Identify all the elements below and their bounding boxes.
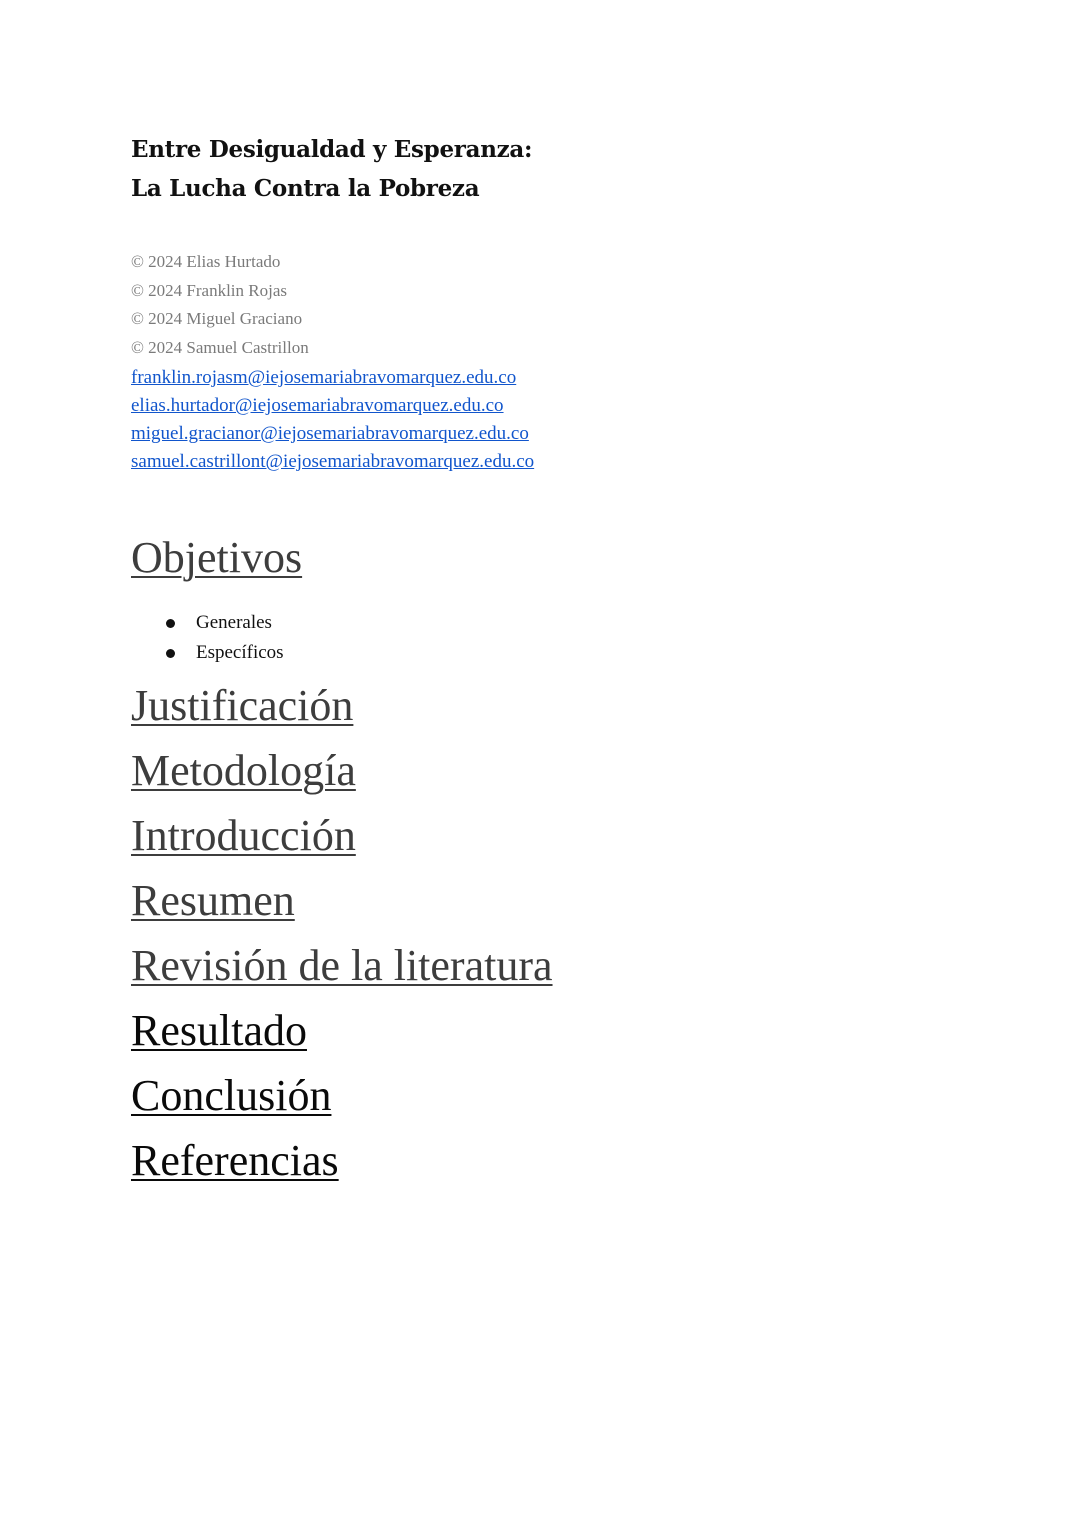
heading-metodologia[interactable]: Metodología	[131, 746, 356, 795]
heading-referencias[interactable]: Referencias	[131, 1136, 339, 1185]
heading-introduccion[interactable]: Introducción	[131, 811, 356, 860]
title-line-1: Entre Desigualdad y Esperanza:	[131, 136, 533, 163]
copyright-line: © 2024 Elias Hurtado	[131, 252, 281, 271]
heading-conclusion[interactable]: Conclusión	[131, 1071, 332, 1120]
copyright-line: © 2024 Miguel Graciano	[131, 309, 303, 328]
email-link[interactable]: franklin.rojasm@iejosemariabravomarquez.edu.co	[131, 367, 517, 388]
copyright-line: © 2024 Samuel Castrillon	[131, 337, 309, 357]
email-link[interactable]: samuel.castrillont@iejosemariabravomarquez.edu.co	[131, 451, 535, 472]
document-title	[131, 130, 951, 208]
email-list	[131, 364, 951, 476]
list-item	[131, 638, 951, 668]
email-link[interactable]: elias.hurtador@iejosemariabravomarquez.edu.co	[131, 395, 504, 416]
document-content	[131, 130, 951, 1193]
heading-resultado[interactable]: Resultado	[131, 1006, 307, 1055]
heading-objetivos[interactable]: Objetivos	[131, 533, 303, 582]
list-item-label: Generales	[196, 612, 272, 633]
bullet-icon	[166, 649, 175, 658]
list-item-label: Específicos	[196, 642, 284, 663]
heading-justificacion[interactable]: Justificación	[131, 681, 354, 730]
bullet-icon	[166, 619, 175, 628]
heading-revision-literatura[interactable]: Revisión de la literatura	[131, 941, 553, 990]
copyright-line: © 2024 Franklin Rojas	[131, 280, 287, 300]
objetivos-list	[131, 608, 951, 668]
heading-resumen[interactable]: Resumen	[131, 876, 295, 925]
email-link[interactable]: miguel.gracianor@iejosemariabravomarquez.edu.co	[131, 423, 529, 444]
list-item	[131, 608, 951, 638]
title-line-2: La Lucha Contra la Pobreza	[131, 175, 480, 202]
copyright-list	[131, 248, 951, 362]
